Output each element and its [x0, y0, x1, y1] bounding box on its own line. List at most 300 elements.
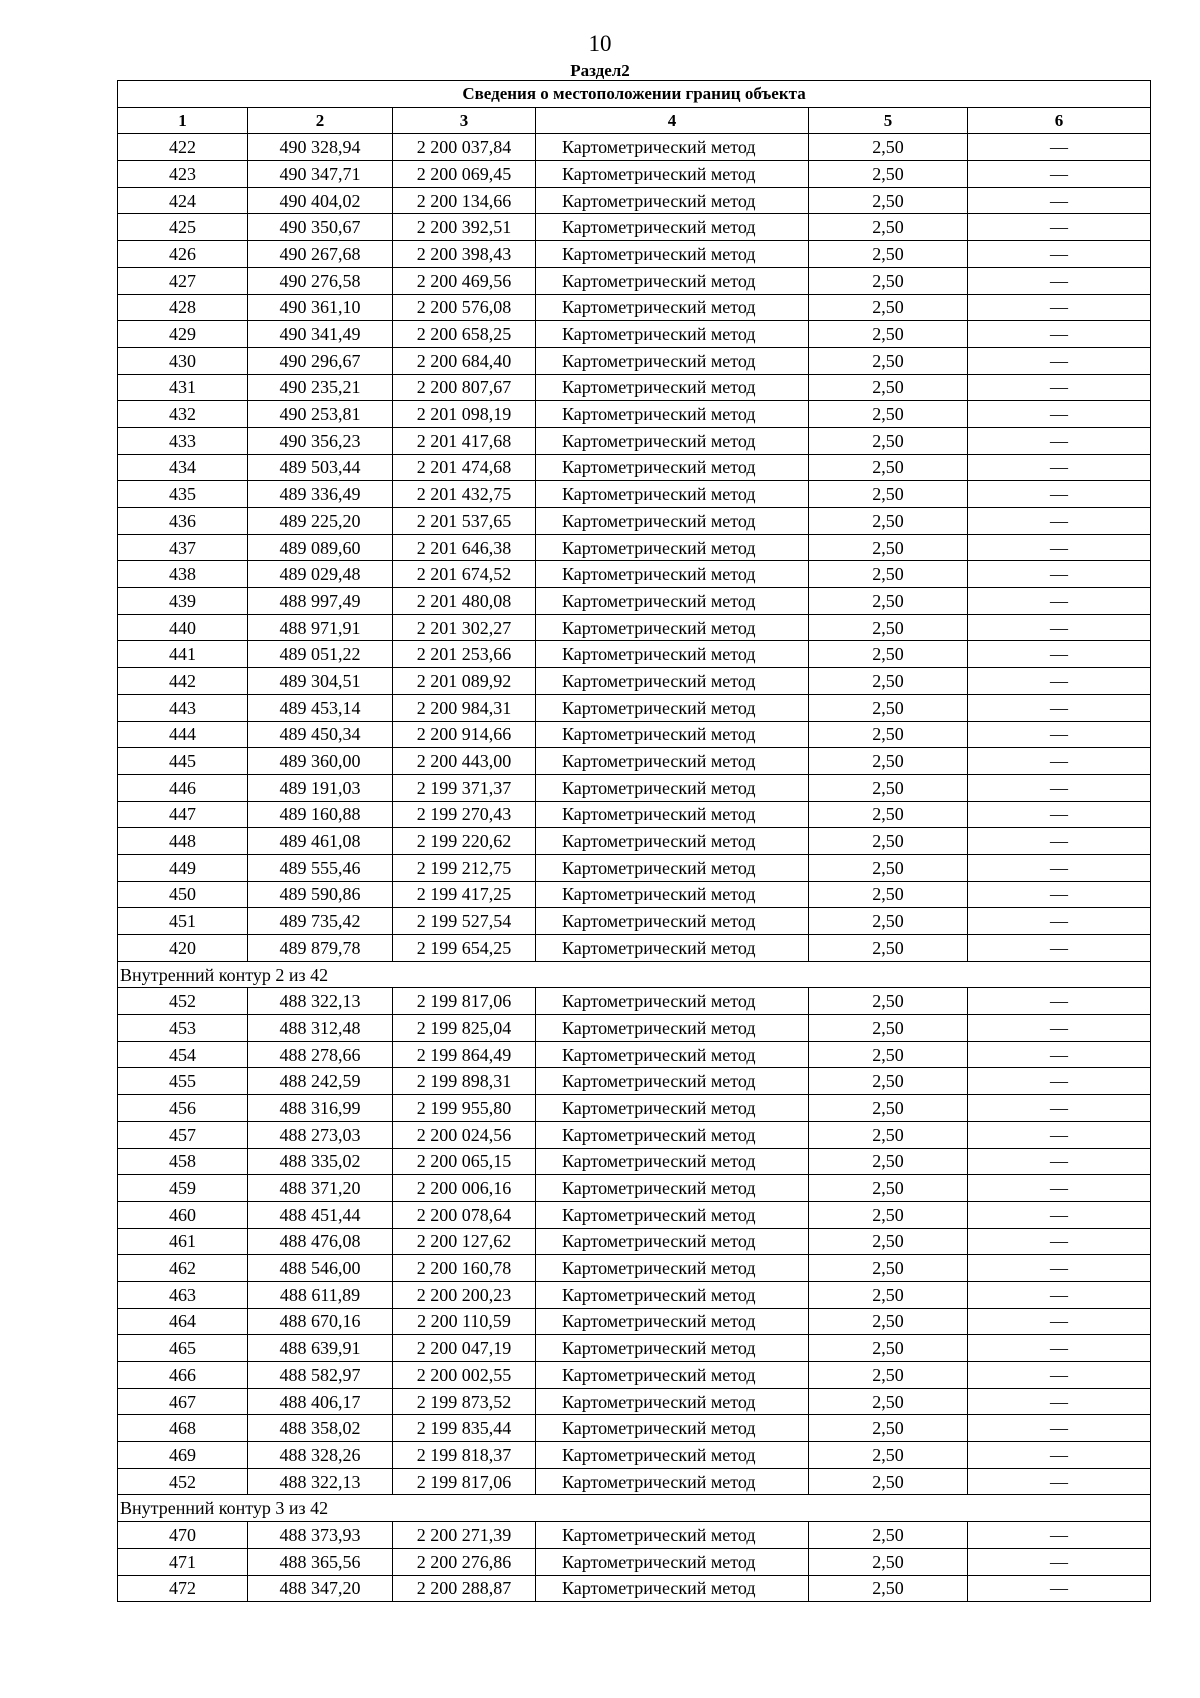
description-cell: — [968, 1201, 1151, 1228]
accuracy-cell: 2,50 [809, 801, 968, 828]
description-cell: — [968, 935, 1151, 962]
method-cell: Картометрический метод [536, 935, 809, 962]
method-cell: Картометрический метод [536, 1548, 809, 1575]
y-coordinate-cell: 2 200 807,67 [393, 374, 536, 401]
x-coordinate-cell: 488 997,49 [248, 588, 393, 615]
description-cell: — [968, 854, 1151, 881]
description-cell: — [968, 481, 1151, 508]
y-coordinate-cell: 2 199 825,04 [393, 1015, 536, 1042]
x-coordinate-cell: 488 546,00 [248, 1255, 393, 1282]
y-coordinate-cell: 2 200 078,64 [393, 1201, 536, 1228]
point-number-cell: 455 [118, 1068, 248, 1095]
table-title-row [118, 81, 1151, 108]
point-number-cell: 468 [118, 1415, 248, 1442]
accuracy-cell: 2,50 [809, 1415, 968, 1442]
method-cell: Картометрический метод [536, 134, 809, 161]
table-row [118, 454, 1151, 481]
table-row [118, 1095, 1151, 1122]
accuracy-cell: 2,50 [809, 321, 968, 348]
method-cell: Картометрический метод [536, 294, 809, 321]
point-number-cell: 426 [118, 241, 248, 268]
x-coordinate-cell: 488 347,20 [248, 1575, 393, 1602]
method-cell: Картометрический метод [536, 1362, 809, 1389]
contour-header-row [118, 1495, 1151, 1522]
x-coordinate-cell: 489 590,86 [248, 881, 393, 908]
x-coordinate-cell: 488 328,26 [248, 1442, 393, 1469]
method-cell: Картометрический метод [536, 1308, 809, 1335]
description-cell: — [968, 161, 1151, 188]
description-cell: — [968, 774, 1151, 801]
y-coordinate-cell: 2 200 024,56 [393, 1121, 536, 1148]
point-number-cell: 452 [118, 1468, 248, 1495]
table-row [118, 508, 1151, 535]
x-coordinate-cell: 489 461,08 [248, 828, 393, 855]
point-number-cell: 462 [118, 1255, 248, 1282]
point-number-cell: 430 [118, 347, 248, 374]
accuracy-cell: 2,50 [809, 1228, 968, 1255]
x-coordinate-cell: 488 312,48 [248, 1015, 393, 1042]
accuracy-cell: 2,50 [809, 1041, 968, 1068]
method-cell: Картометрический метод [536, 801, 809, 828]
column-number: 4 [536, 107, 809, 134]
point-number-cell: 420 [118, 935, 248, 962]
table-row [118, 1308, 1151, 1335]
accuracy-cell: 2,50 [809, 508, 968, 535]
point-number-cell: 424 [118, 187, 248, 214]
table-row [118, 1255, 1151, 1282]
description-cell: — [968, 1015, 1151, 1042]
method-cell: Картометрический метод [536, 267, 809, 294]
table-row [118, 1362, 1151, 1389]
description-cell: — [968, 1068, 1151, 1095]
table-row [118, 1175, 1151, 1202]
point-number-cell: 446 [118, 774, 248, 801]
accuracy-cell: 2,50 [809, 1095, 968, 1122]
description-cell: — [968, 427, 1151, 454]
table-row [118, 1068, 1151, 1095]
point-number-cell: 448 [118, 828, 248, 855]
method-cell: Картометрический метод [536, 694, 809, 721]
accuracy-cell: 2,50 [809, 534, 968, 561]
method-cell: Картометрический метод [536, 1522, 809, 1549]
point-number-cell: 444 [118, 721, 248, 748]
description-cell: — [968, 1281, 1151, 1308]
accuracy-cell: 2,50 [809, 214, 968, 241]
method-cell: Картометрический метод [536, 187, 809, 214]
table-row [118, 854, 1151, 881]
x-coordinate-cell: 488 365,56 [248, 1548, 393, 1575]
point-number-cell: 449 [118, 854, 248, 881]
point-number-cell: 457 [118, 1121, 248, 1148]
table-row [118, 1148, 1151, 1175]
x-coordinate-cell: 489 051,22 [248, 641, 393, 668]
method-cell: Картометрический метод [536, 481, 809, 508]
y-coordinate-cell: 2 199 873,52 [393, 1388, 536, 1415]
x-coordinate-cell: 488 373,93 [248, 1522, 393, 1549]
y-coordinate-cell: 2 200 127,62 [393, 1228, 536, 1255]
table-row [118, 721, 1151, 748]
description-cell: — [968, 1041, 1151, 1068]
accuracy-cell: 2,50 [809, 854, 968, 881]
description-cell: — [968, 988, 1151, 1015]
accuracy-cell: 2,50 [809, 427, 968, 454]
x-coordinate-cell: 489 304,51 [248, 668, 393, 695]
method-cell: Картометрический метод [536, 561, 809, 588]
point-number-cell: 437 [118, 534, 248, 561]
table-row [118, 828, 1151, 855]
method-cell: Картометрический метод [536, 1468, 809, 1495]
description-cell: — [968, 187, 1151, 214]
accuracy-cell: 2,50 [809, 134, 968, 161]
x-coordinate-cell: 489 029,48 [248, 561, 393, 588]
table-row [118, 241, 1151, 268]
description-cell: — [968, 374, 1151, 401]
table-row [118, 427, 1151, 454]
table-row [118, 161, 1151, 188]
y-coordinate-cell: 2 201 537,65 [393, 508, 536, 535]
accuracy-cell: 2,50 [809, 1281, 968, 1308]
accuracy-cell: 2,50 [809, 454, 968, 481]
description-cell: — [968, 748, 1151, 775]
point-number-cell: 429 [118, 321, 248, 348]
x-coordinate-cell: 490 253,81 [248, 401, 393, 428]
table-row [118, 294, 1151, 321]
table-row [118, 347, 1151, 374]
accuracy-cell: 2,50 [809, 294, 968, 321]
point-number-cell: 445 [118, 748, 248, 775]
description-cell: — [968, 1522, 1151, 1549]
column-number: 5 [809, 107, 968, 134]
x-coordinate-cell: 489 160,88 [248, 801, 393, 828]
y-coordinate-cell: 2 199 371,37 [393, 774, 536, 801]
y-coordinate-cell: 2 200 684,40 [393, 347, 536, 374]
y-coordinate-cell: 2 200 134,66 [393, 187, 536, 214]
description-cell: — [968, 1148, 1151, 1175]
method-cell: Картометрический метод [536, 1442, 809, 1469]
table-row [118, 881, 1151, 908]
y-coordinate-cell: 2 199 898,31 [393, 1068, 536, 1095]
x-coordinate-cell: 489 735,42 [248, 908, 393, 935]
method-cell: Картометрический метод [536, 881, 809, 908]
point-number-cell: 452 [118, 988, 248, 1015]
column-number: 6 [968, 107, 1151, 134]
x-coordinate-cell: 490 361,10 [248, 294, 393, 321]
description-cell: — [968, 267, 1151, 294]
x-coordinate-cell: 488 273,03 [248, 1121, 393, 1148]
description-cell: — [968, 1308, 1151, 1335]
y-coordinate-cell: 2 200 392,51 [393, 214, 536, 241]
accuracy-cell: 2,50 [809, 908, 968, 935]
x-coordinate-cell: 490 356,23 [248, 427, 393, 454]
table-row [118, 1281, 1151, 1308]
description-cell: — [968, 1548, 1151, 1575]
point-number-cell: 450 [118, 881, 248, 908]
method-cell: Картометрический метод [536, 347, 809, 374]
y-coordinate-cell: 2 199 654,25 [393, 935, 536, 962]
point-number-cell: 442 [118, 668, 248, 695]
x-coordinate-cell: 490 296,67 [248, 347, 393, 374]
y-coordinate-cell: 2 201 253,66 [393, 641, 536, 668]
y-coordinate-cell: 2 199 955,80 [393, 1095, 536, 1122]
accuracy-cell: 2,50 [809, 1522, 968, 1549]
y-coordinate-cell: 2 200 110,59 [393, 1308, 536, 1335]
y-coordinate-cell: 2 200 037,84 [393, 134, 536, 161]
point-number-cell: 433 [118, 427, 248, 454]
point-number-cell: 441 [118, 641, 248, 668]
x-coordinate-cell: 490 350,67 [248, 214, 393, 241]
description-cell: — [968, 454, 1151, 481]
method-cell: Картометрический метод [536, 1068, 809, 1095]
accuracy-cell: 2,50 [809, 1068, 968, 1095]
x-coordinate-cell: 488 316,99 [248, 1095, 393, 1122]
point-number-cell: 436 [118, 508, 248, 535]
table-row [118, 321, 1151, 348]
description-cell: — [968, 214, 1151, 241]
method-cell: Картометрический метод [536, 588, 809, 615]
method-cell: Картометрический метод [536, 1415, 809, 1442]
table-row [118, 801, 1151, 828]
accuracy-cell: 2,50 [809, 1201, 968, 1228]
table-row [118, 481, 1151, 508]
description-cell: — [968, 1575, 1151, 1602]
x-coordinate-cell: 489 360,00 [248, 748, 393, 775]
accuracy-cell: 2,50 [809, 1575, 968, 1602]
y-coordinate-cell: 2 199 270,43 [393, 801, 536, 828]
x-coordinate-cell: 490 276,58 [248, 267, 393, 294]
method-cell: Картометрический метод [536, 774, 809, 801]
point-number-cell: 467 [118, 1388, 248, 1415]
table-row [118, 1228, 1151, 1255]
table-row [118, 374, 1151, 401]
table-row [118, 134, 1151, 161]
method-cell: Картометрический метод [536, 1148, 809, 1175]
point-number-cell: 454 [118, 1041, 248, 1068]
x-coordinate-cell: 490 347,71 [248, 161, 393, 188]
point-number-cell: 469 [118, 1442, 248, 1469]
method-cell: Картометрический метод [536, 214, 809, 241]
table-row [118, 988, 1151, 1015]
section-title: Раздел2 [570, 61, 630, 80]
y-coordinate-cell: 2 200 271,39 [393, 1522, 536, 1549]
accuracy-cell: 2,50 [809, 1442, 968, 1469]
accuracy-cell: 2,50 [809, 828, 968, 855]
description-cell: — [968, 801, 1151, 828]
y-coordinate-cell: 2 200 200,23 [393, 1281, 536, 1308]
table-row [118, 748, 1151, 775]
y-coordinate-cell: 2 200 276,86 [393, 1548, 536, 1575]
table-row [118, 534, 1151, 561]
table-row [118, 401, 1151, 428]
method-cell: Картометрический метод [536, 161, 809, 188]
table-row [118, 1442, 1151, 1469]
description-cell: — [968, 1388, 1151, 1415]
x-coordinate-cell: 488 371,20 [248, 1175, 393, 1202]
description-cell: — [968, 321, 1151, 348]
point-number-cell: 438 [118, 561, 248, 588]
contour-label: Внутренний контур 2 из 42 [118, 961, 1151, 988]
x-coordinate-cell: 489 089,60 [248, 534, 393, 561]
point-number-cell: 465 [118, 1335, 248, 1362]
point-number-cell: 435 [118, 481, 248, 508]
point-number-cell: 427 [118, 267, 248, 294]
y-coordinate-cell: 2 199 220,62 [393, 828, 536, 855]
x-coordinate-cell: 488 582,97 [248, 1362, 393, 1389]
contour-label: Внутренний контур 3 из 42 [118, 1495, 1151, 1522]
x-coordinate-cell: 488 670,16 [248, 1308, 393, 1335]
method-cell: Картометрический метод [536, 1121, 809, 1148]
description-cell: — [968, 1255, 1151, 1282]
description-cell: — [968, 1415, 1151, 1442]
y-coordinate-cell: 2 200 288,87 [393, 1575, 536, 1602]
accuracy-cell: 2,50 [809, 1015, 968, 1042]
x-coordinate-cell: 488 322,13 [248, 988, 393, 1015]
method-cell: Картометрический метод [536, 1335, 809, 1362]
accuracy-cell: 2,50 [809, 721, 968, 748]
description-cell: — [968, 668, 1151, 695]
method-cell: Картометрический метод [536, 1041, 809, 1068]
contour-header-row [118, 961, 1151, 988]
description-cell: — [968, 241, 1151, 268]
table-row [118, 588, 1151, 615]
accuracy-cell: 2,50 [809, 748, 968, 775]
method-cell: Картометрический метод [536, 321, 809, 348]
point-number-cell: 470 [118, 1522, 248, 1549]
y-coordinate-cell: 2 200 002,55 [393, 1362, 536, 1389]
accuracy-cell: 2,50 [809, 1255, 968, 1282]
column-number: 2 [248, 107, 393, 134]
y-coordinate-cell: 2 200 160,78 [393, 1255, 536, 1282]
x-coordinate-cell: 488 476,08 [248, 1228, 393, 1255]
method-cell: Картометрический метод [536, 427, 809, 454]
y-coordinate-cell: 2 200 047,19 [393, 1335, 536, 1362]
description-cell: — [968, 1095, 1151, 1122]
point-number-cell: 425 [118, 214, 248, 241]
method-cell: Картометрический метод [536, 908, 809, 935]
point-number-cell: 464 [118, 1308, 248, 1335]
description-cell: — [968, 614, 1151, 641]
y-coordinate-cell: 2 200 069,45 [393, 161, 536, 188]
table-row [118, 267, 1151, 294]
method-cell: Картометрический метод [536, 508, 809, 535]
table-row [118, 1388, 1151, 1415]
description-cell: — [968, 294, 1151, 321]
accuracy-cell: 2,50 [809, 588, 968, 615]
y-coordinate-cell: 2 199 817,06 [393, 988, 536, 1015]
table-title: Сведения о местоположении границ объекта [118, 81, 1151, 108]
table-row [118, 1335, 1151, 1362]
point-number-cell: 451 [118, 908, 248, 935]
method-cell: Картометрический метод [536, 401, 809, 428]
accuracy-cell: 2,50 [809, 161, 968, 188]
point-number-cell: 440 [118, 614, 248, 641]
description-cell: — [968, 1121, 1151, 1148]
table-row [118, 641, 1151, 668]
accuracy-cell: 2,50 [809, 1121, 968, 1148]
method-cell: Картометрический метод [536, 374, 809, 401]
y-coordinate-cell: 2 200 443,00 [393, 748, 536, 775]
y-coordinate-cell: 2 200 469,56 [393, 267, 536, 294]
accuracy-cell: 2,50 [809, 481, 968, 508]
y-coordinate-cell: 2 199 835,44 [393, 1415, 536, 1442]
x-coordinate-cell: 488 406,17 [248, 1388, 393, 1415]
y-coordinate-cell: 2 199 817,06 [393, 1468, 536, 1495]
x-coordinate-cell: 488 611,89 [248, 1281, 393, 1308]
description-cell: — [968, 561, 1151, 588]
accuracy-cell: 2,50 [809, 1468, 968, 1495]
x-coordinate-cell: 490 404,02 [248, 187, 393, 214]
accuracy-cell: 2,50 [809, 668, 968, 695]
method-cell: Картометрический метод [536, 988, 809, 1015]
description-cell: — [968, 347, 1151, 374]
accuracy-cell: 2,50 [809, 614, 968, 641]
table-row [118, 908, 1151, 935]
description-cell: — [968, 1175, 1151, 1202]
accuracy-cell: 2,50 [809, 1175, 968, 1202]
x-coordinate-cell: 490 267,68 [248, 241, 393, 268]
x-coordinate-cell: 489 503,44 [248, 454, 393, 481]
column-number-row [118, 107, 1151, 134]
description-cell: — [968, 1228, 1151, 1255]
point-number-cell: 439 [118, 588, 248, 615]
method-cell: Картометрический метод [536, 1015, 809, 1042]
table-row [118, 614, 1151, 641]
description-cell: — [968, 881, 1151, 908]
point-number-cell: 458 [118, 1148, 248, 1175]
point-number-cell: 456 [118, 1095, 248, 1122]
x-coordinate-cell: 488 335,02 [248, 1148, 393, 1175]
y-coordinate-cell: 2 200 984,31 [393, 694, 536, 721]
table-row [118, 561, 1151, 588]
description-cell: — [968, 908, 1151, 935]
y-coordinate-cell: 2 200 914,66 [393, 721, 536, 748]
table-row [118, 1201, 1151, 1228]
y-coordinate-cell: 2 200 065,15 [393, 1148, 536, 1175]
accuracy-cell: 2,50 [809, 374, 968, 401]
accuracy-cell: 2,50 [809, 267, 968, 294]
description-cell: — [968, 508, 1151, 535]
description-cell: — [968, 1335, 1151, 1362]
description-cell: — [968, 694, 1151, 721]
table-row [118, 1415, 1151, 1442]
y-coordinate-cell: 2 200 006,16 [393, 1175, 536, 1202]
x-coordinate-cell: 490 328,94 [248, 134, 393, 161]
point-number-cell: 432 [118, 401, 248, 428]
method-cell: Картометрический метод [536, 1281, 809, 1308]
method-cell: Картометрический метод [536, 454, 809, 481]
x-coordinate-cell: 489 879,78 [248, 935, 393, 962]
method-cell: Картометрический метод [536, 854, 809, 881]
method-cell: Картометрический метод [536, 1255, 809, 1282]
table-row [118, 1015, 1151, 1042]
accuracy-cell: 2,50 [809, 935, 968, 962]
accuracy-cell: 2,50 [809, 561, 968, 588]
table-row [118, 1548, 1151, 1575]
y-coordinate-cell: 2 199 417,25 [393, 881, 536, 908]
table-row [118, 1575, 1151, 1602]
accuracy-cell: 2,50 [809, 1548, 968, 1575]
table-row [118, 187, 1151, 214]
table-body [118, 81, 1151, 1602]
method-cell: Картометрический метод [536, 1095, 809, 1122]
x-coordinate-cell: 490 235,21 [248, 374, 393, 401]
x-coordinate-cell: 488 971,91 [248, 614, 393, 641]
description-cell: — [968, 1362, 1151, 1389]
description-cell: — [968, 721, 1151, 748]
description-cell: — [968, 588, 1151, 615]
method-cell: Картометрический метод [536, 534, 809, 561]
boundary-table [117, 80, 1151, 1602]
description-cell: — [968, 401, 1151, 428]
